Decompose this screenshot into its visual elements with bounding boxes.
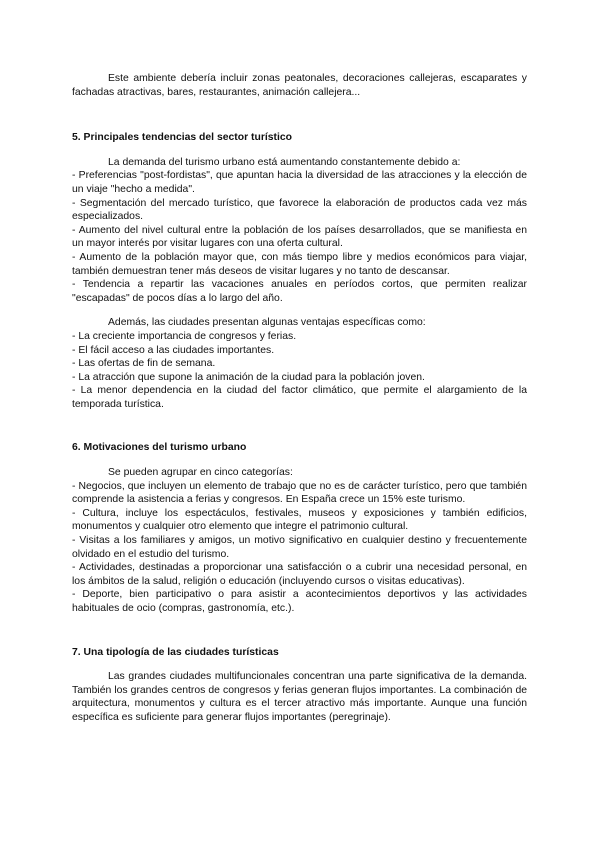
list-item: - Tendencia a repartir las vacaciones anuales en períodos cortos, que permiten realizar "escapadas" de pocos días a lo largo del año. bbox=[72, 279, 527, 304]
list-item: - La menor dependencia en la ciudad del factor climático, que permite el alargamiento de la temporada turística. bbox=[72, 385, 527, 410]
section-5-lead-2: Además, las ciudades presentan algunas ventajas específicas como: bbox=[108, 317, 426, 329]
document-page bbox=[72, 72, 527, 725]
list-item: - Negocios, que incluyen un elemento de trabajo que no es de carácter turístico, pero que también comprende la asistencia a ferias y congresos. En España crece un 15% este turismo. bbox=[72, 480, 527, 506]
list-item: - La creciente importancia de congresos y ferias. bbox=[72, 330, 297, 342]
intro-paragraph: Este ambiente debería incluir zonas peatonales, decoraciones callejeras, escaparates y fachadas atractivas, bares, restaurantes, animación callejera... bbox=[72, 73, 527, 98]
section-5-lead: La demanda del turismo urbano está aumentando constantemente debido a: bbox=[108, 156, 461, 168]
list-item: - Preferencias "post-fordistas", que apuntan hacia la diversidad de las atracciones y la elección de un viaje "hecho a medida". bbox=[72, 170, 527, 195]
list-item: - Cultura, incluye los espectáculos, festivales, museos y exposiciones y también edificios, monumentos y cualquier otro elemento que integre el patrimonio cultural. bbox=[72, 507, 527, 533]
section-6-lead: Se pueden agrupar en cinco categorías: bbox=[108, 467, 293, 479]
section-7-heading: 7. Una tipología de las ciudades turísticas bbox=[72, 646, 279, 658]
list-item: - Las ofertas de fin de semana. bbox=[72, 358, 216, 370]
section-6-heading: 6. Motivaciones del turismo urbano bbox=[72, 442, 247, 454]
section-5-heading: 5. Principales tendencias del sector turístico bbox=[72, 132, 293, 144]
list-item: - El fácil acceso a las ciudades importantes. bbox=[72, 344, 275, 356]
list-item: - Actividades, destinadas a proporcionar una satisfacción o a cubrir una necesidad personal, en los ámbitos de la salud, religión o educación (incluyendo cursos o visitas educativas). bbox=[72, 562, 527, 587]
list-item: - Aumento de la población mayor que, con más tiempo libre y medios económicos para viajar, también demuestran tener más deseos de visitar lugares y no tanto de descansar. bbox=[72, 251, 527, 277]
list-item: - Deporte, bien participativo o para asistir a acontecimientos deportivos y las actividades habituales de ocio (compras, gastronomía, etc.). bbox=[72, 589, 527, 614]
list-item: - Visitas a los familiares y amigos, un motivo significativo en cualquier destino y frecuentemente olvidado en el estudio del turismo. bbox=[72, 535, 527, 560]
list-item: - Segmentación del mercado turístico, que favorece la elaboración de productos cada vez más especializados. bbox=[72, 197, 527, 223]
list-item: - La atracción que supone la animación de la ciudad para la población joven. bbox=[72, 371, 425, 383]
list-item: - Aumento del nivel cultural entre la población de los países desarrollados, que se manifiesta en un mayor interés por visitar lugares con una oferta cultural. bbox=[72, 224, 527, 250]
section-7-paragraph: Las grandes ciudades multifuncionales concentran una parte significativa de la demanda. También los grandes centros de congresos y ferias generan flujos importantes. La combinación de arquitectura, monumentos y cultura es el tercer atractivo más importante. Aunque una función específica es suficiente para generar flujos importantes (peregrinaje). bbox=[72, 671, 527, 723]
